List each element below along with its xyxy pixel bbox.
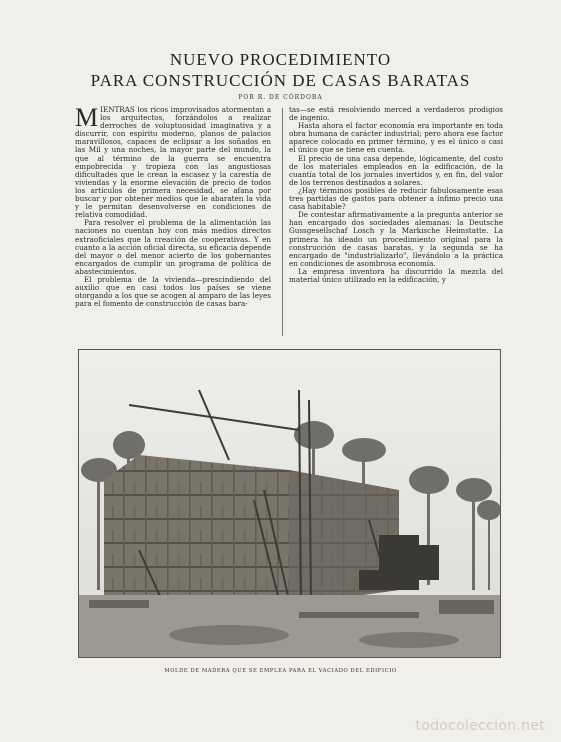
photo-caption: MOLDE DE MADERA QUE SE EMPLEA PARA EL VACIADO DEL EDIFICIO bbox=[164, 668, 397, 674]
article-title-line-1: NUEVO PROCEDIMIENTO bbox=[169, 50, 392, 69]
construction-photo bbox=[78, 349, 501, 658]
text-column-left bbox=[75, 106, 271, 340]
paragraph: La empresa inventora ha discurrido la mezcla del material único utilizado en la edificación, y bbox=[289, 266, 503, 284]
paragraph-text: IENTRAS los ricos improvisados atormentan a los arquitectos, forzándolos a realizar derroches de voluptuosidad imaginativa y a discurrir, con espíritu moderno, planos de palacios maravillosos, capaces de eclipsar a los soñados en las Mil y una noches, la mayor parte del mundo, la que al término de la guerra se encuentra empobrecida y tropieza con las angustiosas dificultades que le crean la escasez y la carestía de viviendas y la enorme elevación de precio de todos los artículos de primera necesidad, se afana por buscar y por obtener medios que le abaraten la vida y le permitan desenvolverse en condiciones de relativa comodidad. bbox=[75, 106, 271, 220]
paragraph: ¿Hay términos posibles de reducir fabulosamente esas tres partidas de gastos para obtener a ínfimo precio una casa habitable? bbox=[289, 185, 503, 212]
byline: POR R. DE CÓRDOBA bbox=[238, 94, 323, 101]
paragraph: El precio de una casa depende, lógicamente, del costo de los materiales empleados en la edificación, de la cuantía total de los jornales invertidos y, en fin, del valor de los terrenos destinados a solares. bbox=[289, 153, 503, 187]
paragraph: tas—se está resolviendo merced a verdaderos prodigios de ingenio. bbox=[289, 106, 503, 123]
paragraph: Para resolver el problema de la alimentación las naciones no cuentan hoy con más medios directos extraoficiales que la creación de cooperativas. Y en cuanto a la acción oficial directa, su eficacia depende del mayor o del menor acierto de los gobernantes encargados de cumplir un programa de política de abastecimientos. bbox=[75, 218, 271, 276]
paragraph: El problema de la vivienda—prescindiendo del auxilio que en casi todos los países se viene otorgando a los que se acogen al amparo de las leyes para el fomento de construcción de casas bara- bbox=[75, 274, 271, 309]
paragraph bbox=[75, 106, 271, 219]
column-divider bbox=[282, 108, 283, 336]
paragraph: De contestar afirmativamente a la pregunta anterior se han encargado dos sociedades alemanas: la Deutsche Gussgesellschaf Losch y la Markische Heimstatte. La primera ha ideado un procedimiento original para la construcción de casas baratas, y la segunda se ha encargado de "industrializarlo", llevándolo a la práctica en condiciones de asombrosa economía. bbox=[289, 210, 503, 268]
paragraph: Hasta ahora el factor economía era importante en toda obra humana de carácter industrial; pero ahora ese factor aparece colocado en primer término, y es el único o casi el único que se tiene en cuenta. bbox=[289, 121, 503, 155]
text-column-right bbox=[289, 106, 503, 340]
drop-cap: M bbox=[75, 106, 99, 132]
article-title-line-2: PARA CONSTRUCCIÓN DE CASAS BARATAS bbox=[90, 71, 471, 90]
watermark: todocoleccion.net bbox=[415, 718, 545, 734]
